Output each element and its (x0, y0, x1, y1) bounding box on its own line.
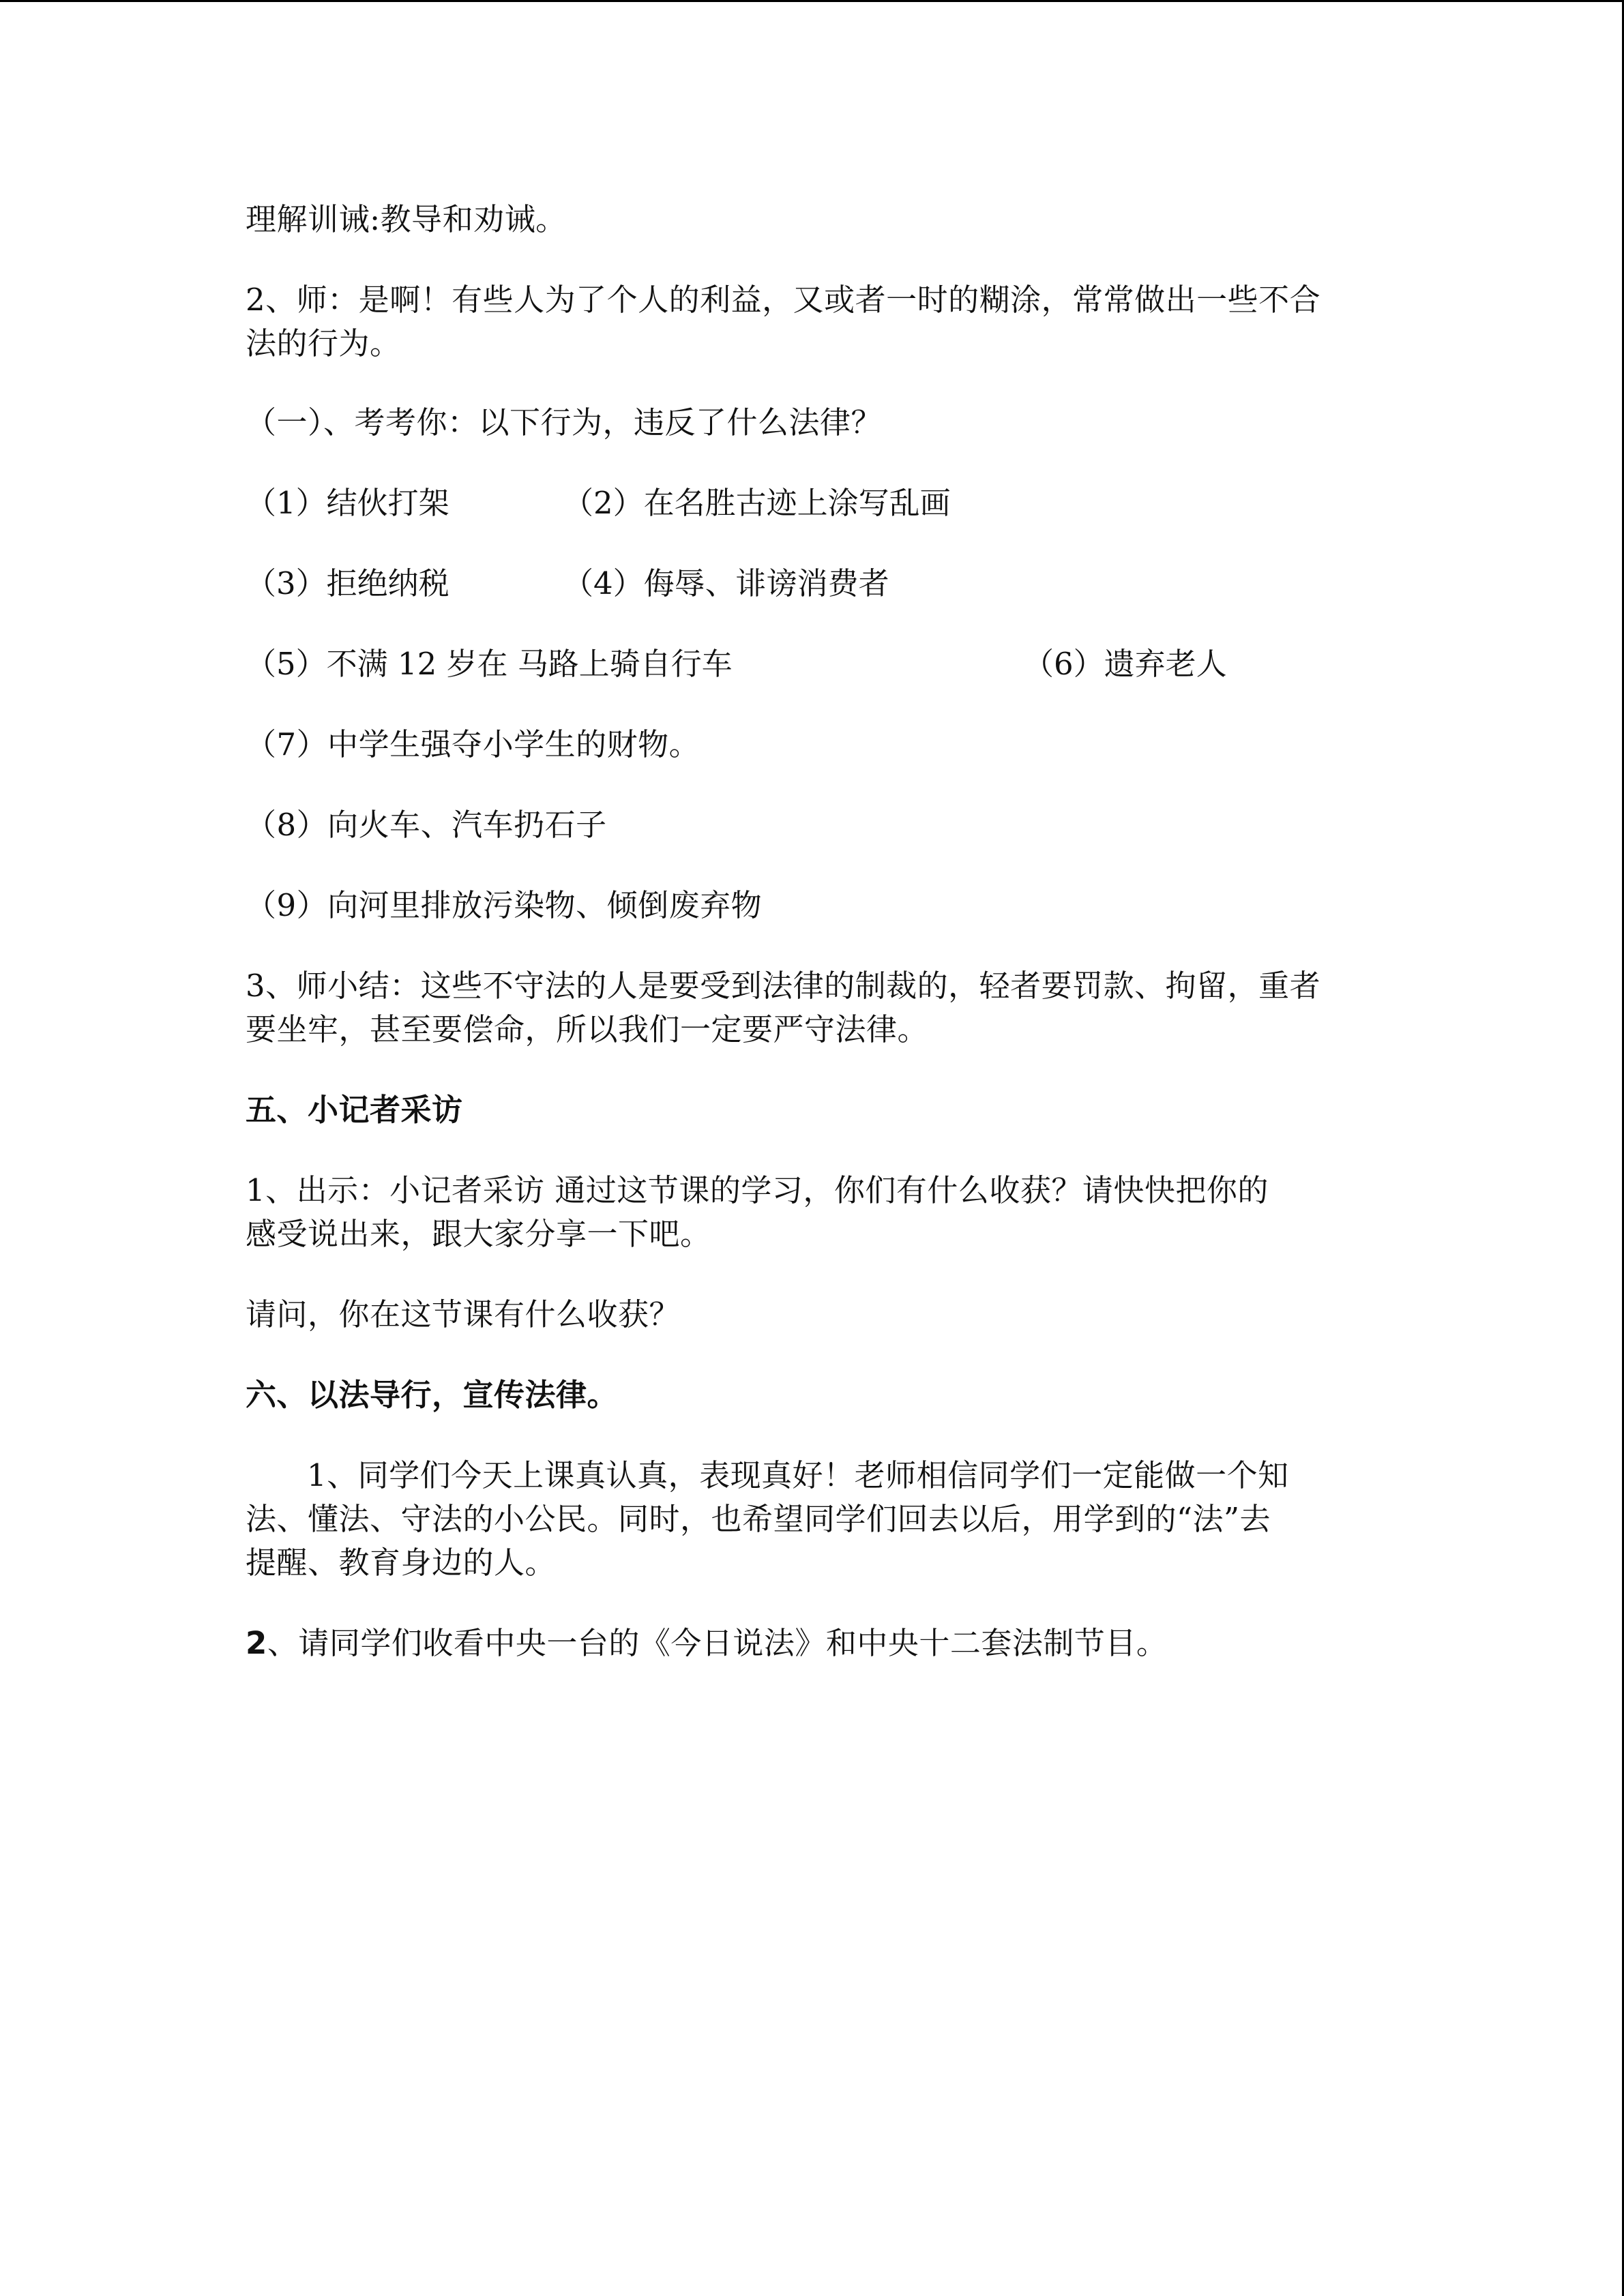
closing-line-2: 法、懂法、守法的小公民。同时，也希望同学们回去以后，用学到的“法”去 (246, 1501, 1271, 1537)
teacher-remark-line-1: 2、师：是啊！有些人为了个人的利益，又或者一时的糊涂，常常做出一些不合 (246, 282, 1321, 318)
section-heading-promote-law: 六、以法导行，宣传法律。 (246, 1377, 619, 1413)
reporter-question: 请问，你在这节课有什么收获？ (246, 1296, 681, 1332)
closing-line-3: 提醒、教育身边的人。 (246, 1545, 557, 1581)
teacher-summary-line-2: 要坐牢，甚至要偿命，所以我们一定要严守法律。 (246, 1011, 929, 1047)
quiz-intro: （一）、考考你：以下行为，违反了什么法律？ (246, 404, 883, 441)
teacher-remark-line-2: 法的行为。 (246, 325, 401, 361)
quiz-item-5: （5）不满 12 岁在 马路上骑自行车 (246, 646, 733, 682)
quiz-row-2 (246, 562, 1405, 606)
final-assignment-text: 、请同学们收看中央一台的《今日说法》和中央十二套法制节目。 (267, 1625, 1168, 1661)
quiz-item-4: （4）侮辱、诽谤消费者 (563, 565, 889, 601)
understanding-line: 理解训诫:教导和劝诫。 (246, 201, 567, 237)
teacher-summary-line-1: 3、师小结：这些不守法的人是要受到法律的制裁的，轻者要罚款、拘留，重者 (246, 968, 1321, 1004)
quiz-row-3 (246, 642, 1405, 686)
final-assignment-line (246, 1622, 1167, 1665)
quiz-item-2: （2）在名胜古迹上涂写乱画 (563, 485, 951, 521)
reporter-line-1: 1、出示：小记者采访 通过这节课的学习，你们有什么收获？请快快把你的 (246, 1172, 1269, 1208)
quiz-item-8: （8）向火车、汽车扔石子 (246, 807, 607, 843)
quiz-row-1 (246, 481, 1405, 525)
quiz-item-6: （6）遗弃老人 (1023, 646, 1227, 682)
section-heading-reporter: 五、小记者采访 (246, 1092, 463, 1128)
closing-line-1: 1、同学们今天上课真认真，表现真好！老师相信同学们一定能做一个知 (307, 1457, 1289, 1493)
quiz-item-9: （9）向河里排放污染物、倾倒废弃物 (246, 887, 763, 923)
quiz-item-7: （7）中学生强夺小学生的财物。 (246, 726, 700, 762)
quiz-item-3: （3）拒绝纳税 (246, 565, 449, 601)
quiz-item-1: （1）结伙打架 (246, 485, 449, 521)
final-assignment-number: 2 (246, 1625, 267, 1661)
reporter-line-2: 感受说出来，跟大家分享一下吧。 (246, 1216, 711, 1252)
